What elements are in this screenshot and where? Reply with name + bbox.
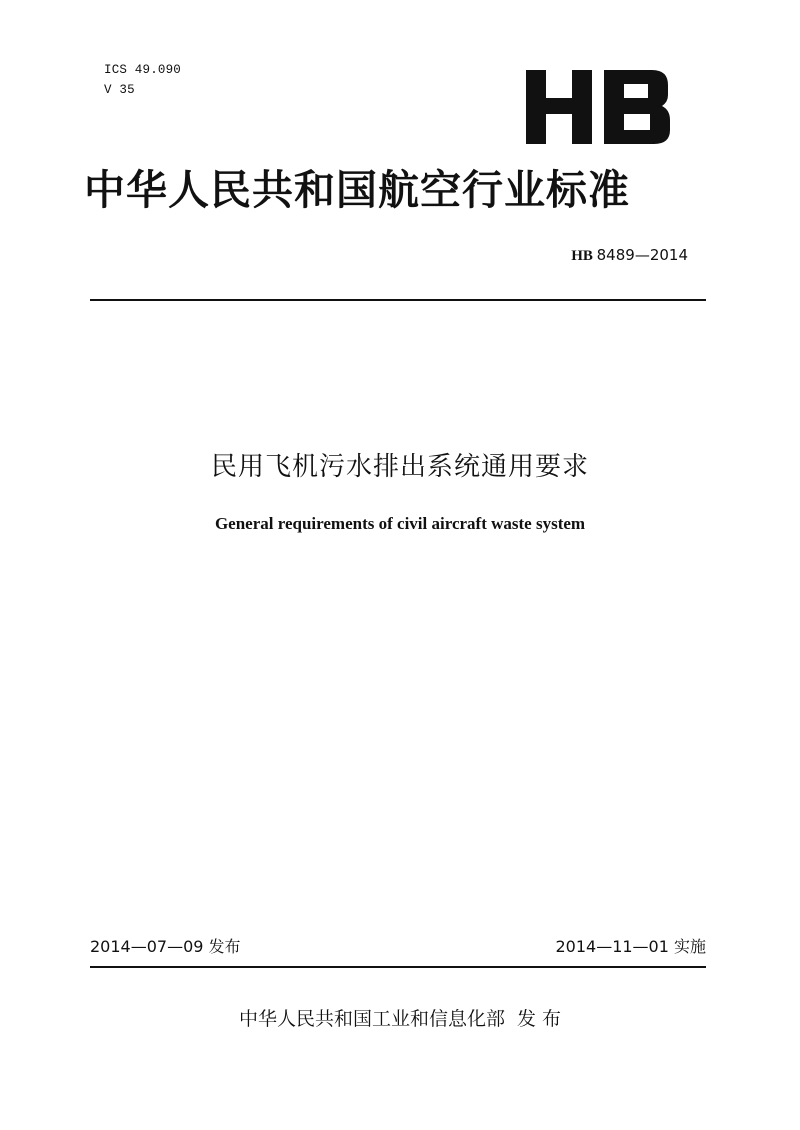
standard-number-prefix: HB [571,248,593,264]
standard-number [571,246,688,265]
implementation-date: 2014—11—01 实施 [555,937,706,956]
top-divider [90,299,706,301]
standard-number-value: 8489—2014 [596,246,688,264]
document-title-cn: 民用飞机污水排出系统通用要求 [210,452,589,482]
issue-date: 2014—07—09 发布 [90,937,241,956]
classification-block [104,60,181,100]
bottom-divider [90,966,706,968]
publisher: 中华人民共和国工业和信息化部 发 布 [238,1008,562,1030]
ics-code: ICS 49.090 [104,63,182,77]
standard-category-title: 中华人民共和国航空行业标准 [84,166,630,214]
classification-code: V 35 [104,83,135,97]
hb-logo [526,70,670,144]
document-title-en: General requirements of civil aircraft waste system [214,514,586,533]
